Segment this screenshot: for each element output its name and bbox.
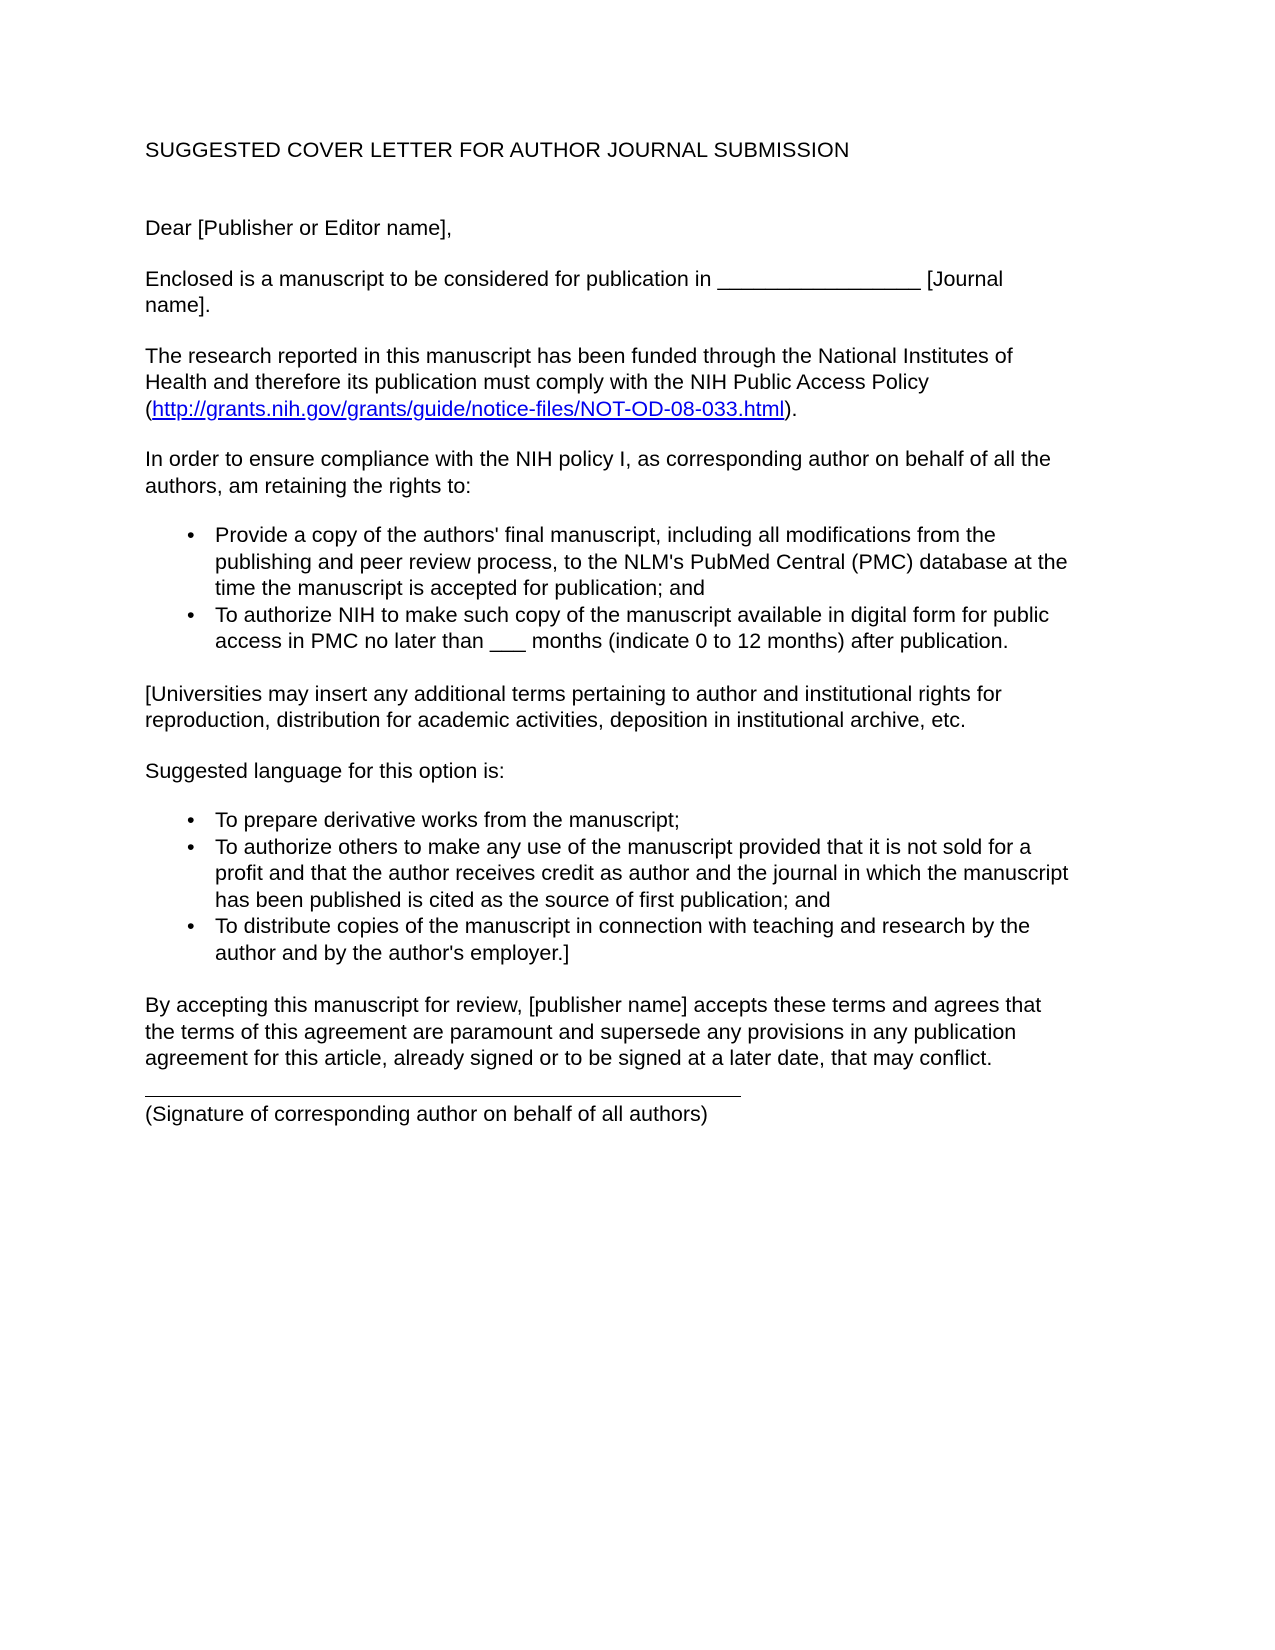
spacer-after-language-list <box>145 966 1070 992</box>
intro-text-after-blank: [Journal name]. <box>145 266 1004 317</box>
list-item-text: To distribute copies of the manuscript in connection with teaching and research by the author and by the author's employer.] <box>215 914 1031 965</box>
funding-paragraph <box>145 343 1070 423</box>
universities-paragraph: [Universities may insert any additional terms pertaining to author and institutional rights for reproduction, distribution for academic activities, deposition in institutional archive, etc. <box>145 681 1002 732</box>
acceptance-paragraph: By accepting this manuscript for review, [publisher name] accepts these terms and agrees that the terms of this agreement are paramount and supersede any provisions in any publication agreement for this article, already signed or to be signed at a later date, that may conflict. <box>145 993 1042 1070</box>
bullet-icon: • <box>187 914 195 938</box>
bullet-icon: • <box>187 602 195 627</box>
retained-rights-list <box>145 522 1070 655</box>
page-title: SUGGESTED COVER LETTER FOR AUTHOR JOURNAL SUBMISSION <box>145 138 850 162</box>
spacer-after-rights-list <box>145 655 1070 681</box>
spacer-after-title <box>145 163 1070 215</box>
compliance-paragraph: In order to ensure compliance with the NIH policy I, as corresponding author on behalf of all the authors, am retaining the rights to: <box>145 447 1051 498</box>
list-item <box>145 807 1070 834</box>
signature-caption: (Signature of corresponding author on behalf of all authors) <box>145 1101 708 1126</box>
spacer-before-signature <box>145 1072 1070 1096</box>
funding-text-after-link: ). <box>784 396 798 421</box>
spacer-after-universities <box>145 734 1070 758</box>
list-item-text: To prepare derivative works from the manuscript; <box>215 808 680 832</box>
bullet-icon: • <box>187 523 195 547</box>
salutation-line: Dear [Publisher or Editor name], <box>145 216 453 240</box>
list-item <box>145 834 1070 914</box>
journal-name-blank[interactable]: _________________ <box>717 266 921 291</box>
list-item <box>145 602 1070 655</box>
funding-text-before-link: The research reported in this manuscript has been funded through the National Institutes of Health and therefore its publication must comply with the NIH Public Access Policy ( <box>145 343 1013 421</box>
list-item-text: Provide a copy of the authors' final manuscript, including all modifications from the publishing and peer review process, to the NLM's PubMed Central (PMC) database at the time the manuscript is accepted for publication; and <box>215 523 1068 600</box>
spacer-after-salutation <box>145 242 1070 266</box>
signature-line[interactable] <box>145 1096 741 1097</box>
list-item <box>145 522 1070 602</box>
bullet-icon: • <box>187 808 195 832</box>
signature-block <box>145 1096 1070 1128</box>
list-item-text: To authorize others to make any use of the manuscript provided that it is not sold for a profit and that the author receives credit as author and the journal in which the manuscript has been published is cited as the source of first publication; and <box>215 834 1069 912</box>
spacer-before-rights-list <box>145 499 1070 522</box>
suggested-language-heading: Suggested language for this option is: <box>145 758 505 783</box>
letter-body <box>145 137 1070 1127</box>
list-item-text: To authorize NIH to make such copy of the manuscript available in digital form for public access in PMC no later than ___ months (indicate 0 to 12 months) after publication. <box>215 602 1050 653</box>
spacer-before-language-list <box>145 784 1070 807</box>
spacer-after-intro <box>145 319 1070 343</box>
nih-policy-link[interactable]: http://grants.nih.gov/grants/guide/notice-files/NOT-OD-08-033.html <box>152 396 785 421</box>
suggested-language-list <box>145 807 1070 966</box>
intro-text-before-blank: Enclosed is a manuscript to be considered for publication in <box>145 266 718 291</box>
intro-paragraph <box>145 266 1070 319</box>
bullet-icon: • <box>187 834 195 859</box>
list-item <box>145 913 1070 966</box>
spacer-after-funding <box>145 422 1070 446</box>
